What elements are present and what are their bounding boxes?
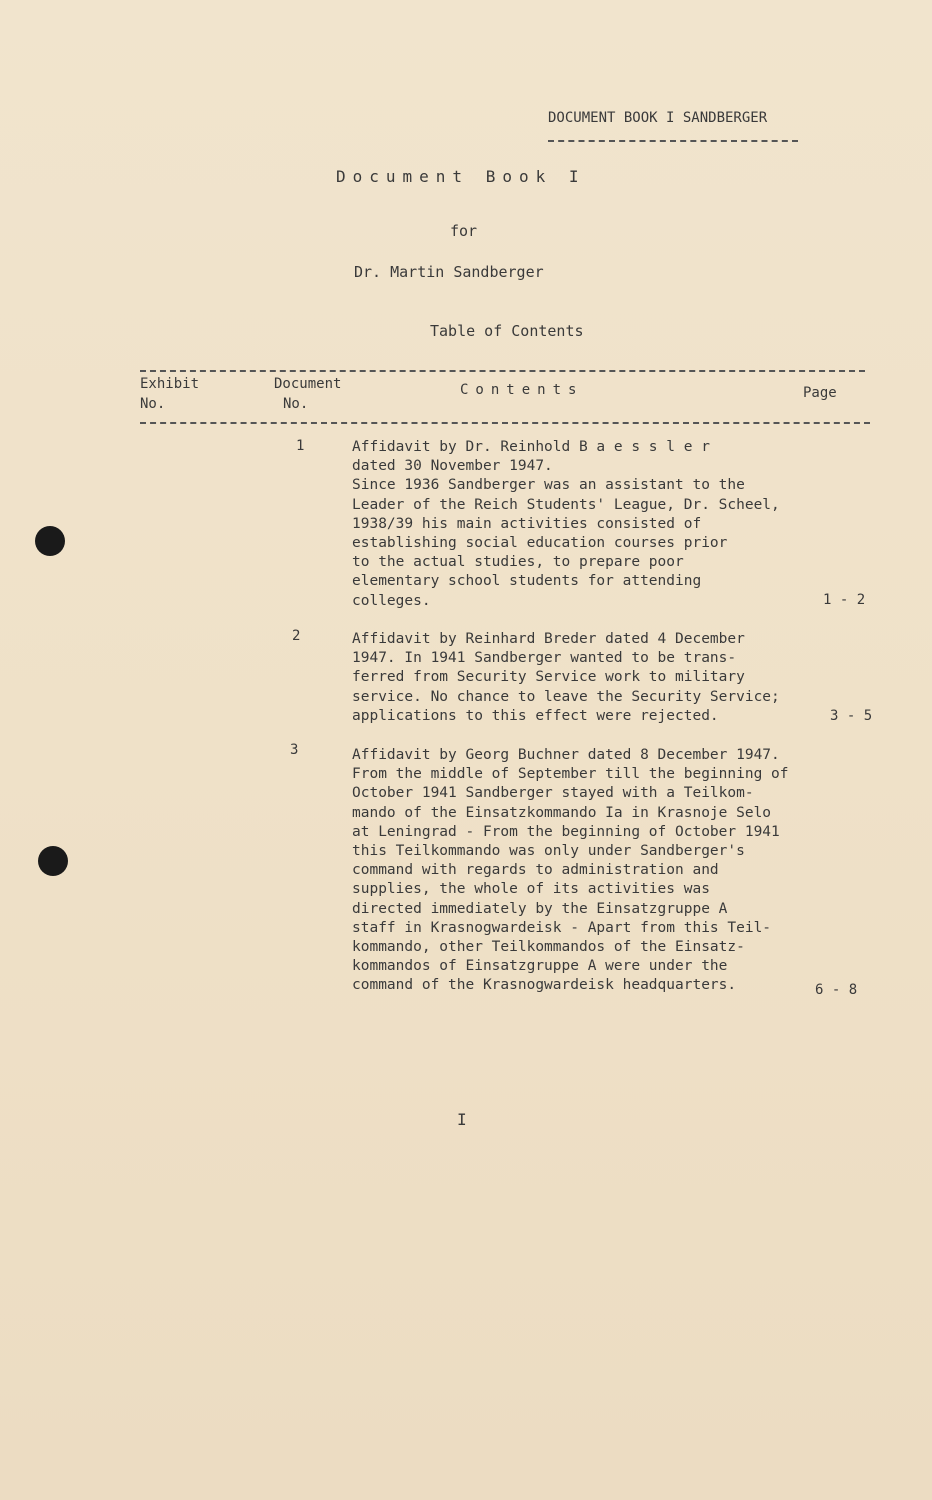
contents-column-header: Contents [460,382,584,398]
entry-line: mando of the Einsatzkommando Ia in Krasnoje Selo [352,804,772,821]
entry-line: 1947. In 1941 Sandberger wanted to be trans- [352,650,737,667]
entry-line: command with regards to administration and [352,862,719,879]
entry-line: to the actual studies, to prepare poor [352,554,684,571]
entry-line: directed immediately by the Einsatzgruppe A [352,900,728,917]
page-range: 1 - 2 [823,592,866,608]
entry-line: ferred from Security Service work to military [352,669,745,686]
entry-line: dated 30 November 1947. [352,458,553,475]
table-header-rule [140,422,870,424]
entry-line: applications to this effect were rejected. [352,707,719,724]
page-number: I [457,1110,467,1129]
entry-line: Affidavit by Reinhard Breder dated 4 December [352,631,745,647]
entry-line: Affidavit by Dr. Reinhold B a e s s l e r [352,439,710,455]
entry-line: elementary school students for attending [352,573,702,590]
entry-contents [352,438,780,611]
entry-contents [352,746,789,996]
page-range: 3 - 5 [830,708,873,724]
document-reference: DOCUMENT BOOK I SANDBERGER [548,110,768,126]
entry-line: kommandos of Einsatzgruppe A were under the [352,958,728,975]
entry-line: supplies, the whole of its activities was [352,881,710,898]
punch-hole [35,526,65,556]
punch-hole [38,846,68,876]
entry-line: Since 1936 Sandberger was an assistant to the [352,477,745,494]
entry-line: Affidavit by Georg Buchner dated 8 December 1947. [352,747,780,763]
page-column-header: Page [803,385,837,401]
entry-line: establishing social education courses prior [352,535,728,552]
entry-line: command of the Krasnogwardeisk headquarters. [352,977,737,994]
toc-title: Table of Contents [430,322,584,340]
entry-line: 1938/39 his main activities consisted of [352,515,702,532]
exhibit-column-header: Exhibit [140,376,200,392]
table-top-rule [140,370,865,372]
exhibit-no-header: No. [140,396,166,412]
person-name: Dr. Martin Sandberger [354,263,544,281]
entry-line: Leader of the Reich Students' League, Dr. Scheel, [352,496,780,513]
entry-contents [352,630,780,726]
entry-line: at Leningrad - From the beginning of October 1941 [352,823,780,840]
document-number: 2 [292,628,301,644]
entry-line: October 1941 Sandberger stayed with a Teilkom- [352,785,754,802]
document-number: 3 [290,742,299,758]
document-no-header: No. [283,396,309,412]
entry-line: service. No chance to leave the Security Service; [352,688,780,705]
document-column-header: Document [274,376,342,392]
page-range: 6 - 8 [815,982,858,998]
entry-line: From the middle of September till the beginning of [352,766,789,783]
document-number: 1 [296,438,305,454]
reference-underline [548,140,798,142]
entry-line: staff in Krasnogwardeisk - Apart from this Teil- [352,919,772,936]
entry-line: this Teilkommando was only under Sandberger's [352,843,745,860]
for-label: for [450,222,478,240]
document-title: Document Book I [336,167,586,186]
entry-line: kommando, other Teilkommandos of the Einsatz- [352,939,745,956]
entry-line: colleges. [352,592,431,609]
